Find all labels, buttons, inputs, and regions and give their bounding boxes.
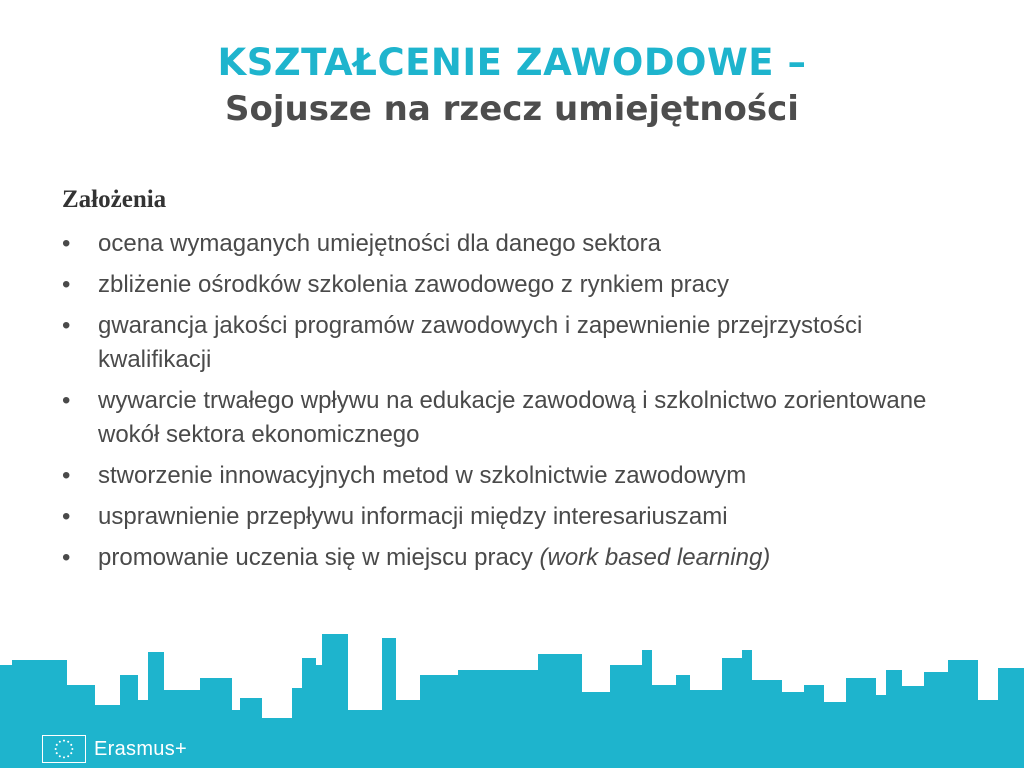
bullet-dot: • xyxy=(62,271,71,298)
bullet-dot: • xyxy=(62,544,71,571)
list-item xyxy=(62,309,962,377)
logo-text: Erasmus+ xyxy=(94,737,187,760)
list-item xyxy=(62,227,962,261)
list-item-text: wywarcie trwałego wpływu na edukacje zawodową i szkolnictwo zorientowane wokół sektora ekonomicznego xyxy=(98,387,927,448)
list-item-italic-text: (work based learning) xyxy=(539,544,771,571)
list-item-text: stworzenie innowacyjnych metod w szkolnictwie zawodowym xyxy=(98,462,747,489)
title-line-1: KSZTAŁCENIE ZAWODOWE – xyxy=(217,41,807,84)
slide-title xyxy=(0,40,1024,132)
list-item xyxy=(62,268,962,302)
bullet-dot: • xyxy=(62,462,71,489)
bullet-dot: • xyxy=(62,387,71,414)
list-item xyxy=(62,459,962,493)
list-item xyxy=(62,500,962,534)
section-heading: Założenia xyxy=(62,186,167,213)
bullet-dot: • xyxy=(62,312,71,339)
content-area xyxy=(62,183,962,582)
list-item xyxy=(62,384,962,452)
bullet-dot: • xyxy=(62,230,71,257)
bullet-list xyxy=(62,227,962,575)
title-line-2: Sojusze na rzecz umiejętności xyxy=(225,89,799,129)
erasmus-plus-logo xyxy=(42,734,187,764)
list-item-text: zbliżenie ośrodków szkolenia zawodowego z rynkiem pracy xyxy=(98,271,729,298)
list-item-text: ocena wymaganych umiejętności dla danego sektora xyxy=(98,230,662,257)
list-item-text: gwarancja jakości programów zawodowych i zapewnienie przejrzystości kwalifikacji xyxy=(98,312,863,373)
bullet-dot: • xyxy=(62,503,71,530)
list-item xyxy=(62,541,962,575)
list-item-text: usprawnienie przepływu informacji między interesariuszami xyxy=(98,503,728,530)
eu-flag-icon xyxy=(42,735,86,763)
list-item-text: promowanie uczenia się w miejscu pracy xyxy=(98,544,540,571)
